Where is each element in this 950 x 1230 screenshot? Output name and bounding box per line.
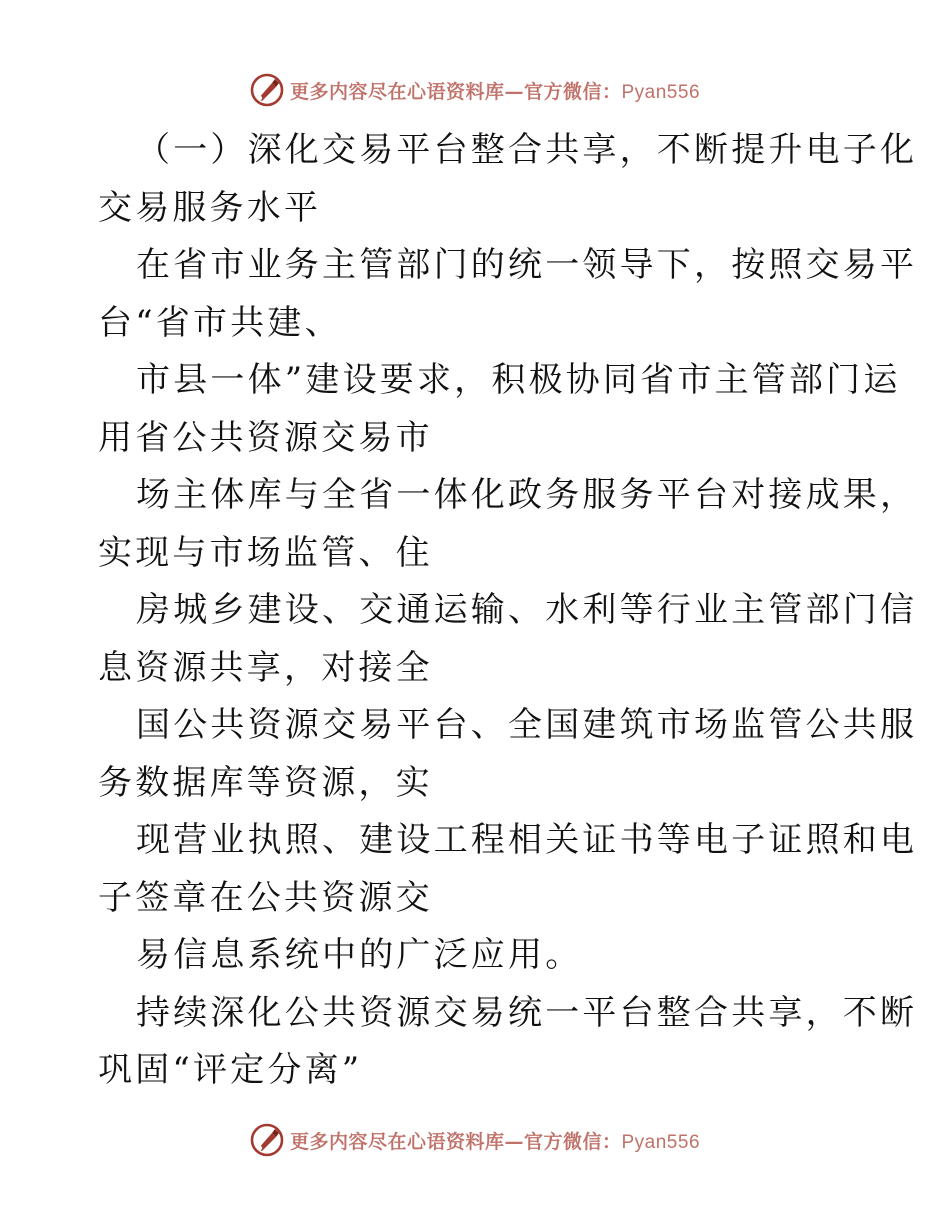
text-line: 国公共资源交易平台、全国建筑市场监管公共服 bbox=[136, 705, 918, 745]
text-line: 持续深化公共资源交易统一平台整合共享，不断 bbox=[136, 992, 918, 1033]
text-line: 巩固“评定分离” bbox=[98, 1050, 363, 1090]
watermark-wechat-id: Pyan556 bbox=[621, 81, 701, 103]
text-line: 实现与市场监管、住 bbox=[98, 532, 433, 573]
watermark-text: 更多内容尽在心语资料库—官方微信： bbox=[289, 1130, 622, 1153]
text-line: 易信息系统中的广泛应用。 bbox=[136, 935, 583, 975]
pen-logo-icon bbox=[250, 1123, 284, 1157]
footer-watermark bbox=[0, 1120, 950, 1160]
document-body bbox=[98, 122, 918, 1100]
text-line: 息资源共享，对接全 bbox=[98, 647, 433, 688]
pen-logo-icon bbox=[250, 73, 284, 107]
watermark-text: 更多内容尽在心语资料库—官方微信： bbox=[289, 80, 622, 103]
text-line: 子签章在公共资源交 bbox=[98, 877, 433, 918]
text-line: 现营业执照、建设工程相关证书等电子证照和电 bbox=[136, 820, 918, 860]
watermark-wechat-id: Pyan556 bbox=[621, 1131, 701, 1153]
text-line: 市县一体”建设要求，积极协同省市主管部门运 bbox=[136, 360, 901, 400]
text-line: 在省市业务主管部门的统一领导下，按照交易平 bbox=[136, 245, 918, 285]
header-watermark bbox=[0, 70, 950, 110]
text-line: 交易服务水平 bbox=[98, 187, 322, 228]
text-line: 用省公共资源交易市 bbox=[98, 417, 433, 458]
text-line: 台“省市共建、 bbox=[98, 302, 342, 343]
text-line: （一）深化交易平台整合共享，不断提升电子化 bbox=[136, 130, 918, 170]
text-line: 务数据库等资源，实 bbox=[98, 762, 433, 803]
text-line: 场主体库与全省一体化政务服务平台对接成果， bbox=[136, 475, 918, 515]
text-line: 房城乡建设、交通运输、水利等行业主管部门信 bbox=[136, 590, 918, 630]
